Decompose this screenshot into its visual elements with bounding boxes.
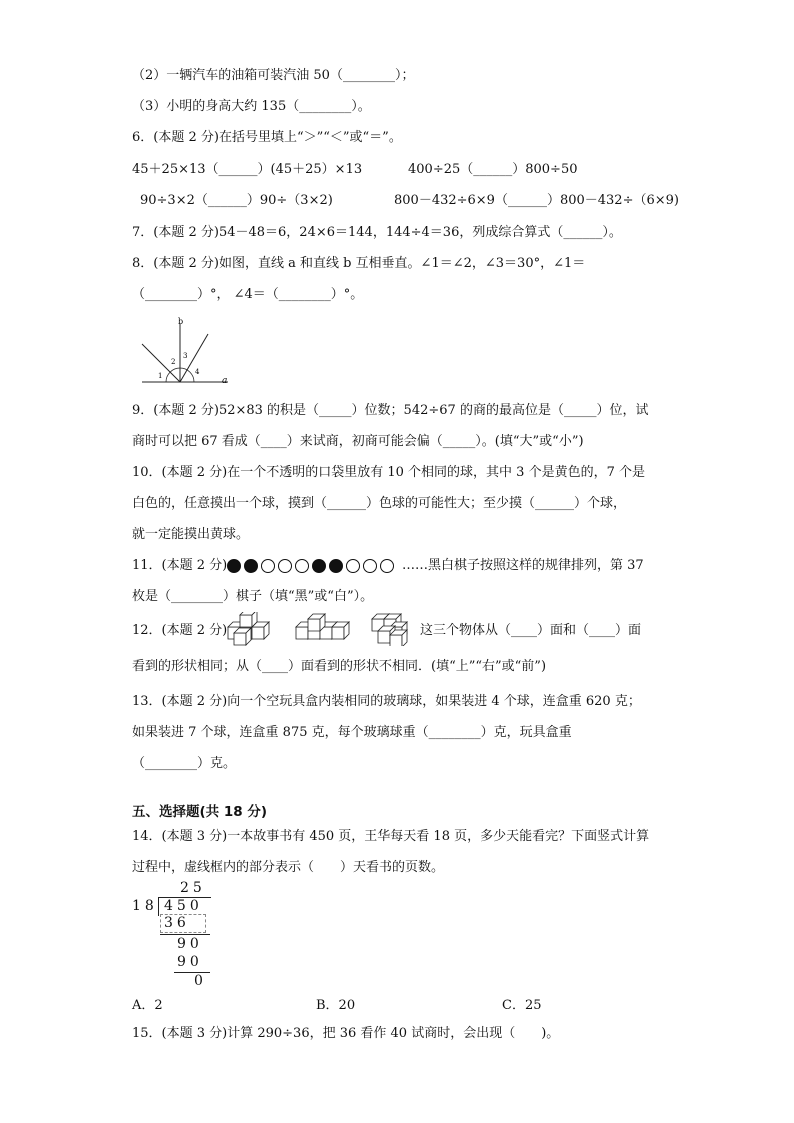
question-14-line1: 14．(本题 3 分)一本故事书有 450 页，王华每天看 18 页，多少天能看完？下面竖式计算 (132, 829, 650, 844)
angle-figure (136, 316, 236, 386)
question-11-line2: 枚是（________）棋子（填“黑”或“白”）。 (132, 589, 374, 604)
question-8-line1: 8．(本题 2 分)如图，直线 a 和直线 b 互相垂直。∠1＝∠2，∠3＝30°，∠1＝ (132, 256, 586, 271)
bead-sequence (226, 558, 406, 574)
option-a[interactable]: A．2 (132, 998, 163, 1013)
angle-1-label: 1 (158, 372, 163, 380)
q11-suffix: ……黑白棋子按照这样的规律排列，第 37 (402, 558, 644, 573)
angle-2-label: 2 (171, 358, 176, 366)
question-10-line1: 10．(本题 2 分)在一个不透明的口袋里放有 10 个相同的球，其中 3 个是黄色的，7 个是 (132, 465, 645, 480)
black-bead (228, 560, 241, 573)
q6-part-a: 45＋25×13（______）(45＋25）×13 (132, 162, 363, 177)
divisor: 18 (132, 898, 158, 914)
q5-item-3: （3）小明的身高大约 135（________）。 (132, 99, 371, 114)
black-bead (330, 560, 343, 573)
section-5-heading: 五、选择题(共 18 分) (132, 804, 268, 820)
step-1: 36 (164, 915, 190, 931)
question-10-line3: 就一定能摸出黄球。 (132, 527, 250, 542)
white-bead (381, 560, 394, 573)
option-b[interactable]: B．20 (316, 998, 356, 1013)
q12-suffix: 这三个物体从（____）面和（____）面 (420, 623, 642, 638)
question-14-line2: 过程中，虚线框内的部分表示（ ）天看书的页数。 (132, 860, 445, 875)
question-6: 6．(本题 2 分)在括号里填上“＞”“＜”或“＝”。 (132, 130, 402, 145)
long-division (130, 880, 220, 990)
question-8-line2: （________）°， ∠4＝（________）°。 (132, 287, 364, 302)
cube-figures (224, 612, 420, 646)
q6-part-c: 90÷3×2（______）90÷（3×2) (140, 193, 333, 208)
step-2: 90 (177, 936, 203, 952)
question-9-line1: 9．(本题 2 分)52×83 的积是（_____）位数；542÷67 的商的最高位是（_____）位，试 (132, 403, 649, 418)
question-13-line3: （________）克。 (132, 756, 237, 771)
white-bead (364, 560, 377, 573)
rule-1 (160, 934, 210, 935)
white-bead (296, 560, 309, 573)
question-13-line2: 如果装进 7 个球，连盒重 875 克，每个玻璃球重（________）克，玩具盒重 (132, 725, 572, 740)
question-10-line2: 白色的，任意摸出一个球，摸到（______）色球的可能性大；至少摸（______）个球， (132, 496, 627, 511)
dividend: 450 (164, 898, 203, 914)
quotient: 25 (180, 880, 206, 896)
angle-4-label: 4 (195, 368, 200, 376)
label-b: b (178, 317, 184, 326)
question-9-line2: 商时可以把 67 看成（____）来试商，初商可能会偏（_____）。(填“大”或“小”) (132, 434, 584, 449)
white-bead (279, 560, 292, 573)
question-12-line2: 看到的形状相同；从（____）面看到的形状不相同．(填“上”“右”或“前”) (132, 659, 547, 674)
q5-item-2: （2）一辆汽车的油箱可装汽油 50（________）； (132, 68, 415, 83)
question-15: 15．(本题 3 分)计算 290÷36，把 36 看作 40 试商时，会出现（ )。 (132, 1026, 560, 1041)
q6-part-b: 400÷25（______）800÷50 (408, 162, 578, 177)
white-bead (262, 560, 275, 573)
white-bead (347, 560, 360, 573)
question-7: 7．(本题 2 分)54－48＝6，24×6＝144，144÷4＝36，列成综合算式（______）。 (132, 225, 622, 240)
q6-part-d: 800－432÷6×9（______）800－432÷（6×9) (394, 193, 679, 208)
option-c[interactable]: C．25 (502, 998, 542, 1013)
angle-3-label: 3 (183, 352, 188, 360)
q12-prefix: 12．(本题 2 分) (132, 623, 228, 638)
remainder: 0 (194, 973, 207, 989)
question-13-line1: 13．(本题 2 分)向一个空玩具盒内装相同的玻璃球，如果装进 4 个球，连盒重 620 克； (132, 694, 641, 709)
black-bead (245, 560, 258, 573)
black-bead (313, 560, 326, 573)
label-a: a (222, 376, 228, 386)
q11-prefix: 11．(本题 2 分) (132, 558, 228, 573)
step-3: 90 (177, 954, 203, 970)
